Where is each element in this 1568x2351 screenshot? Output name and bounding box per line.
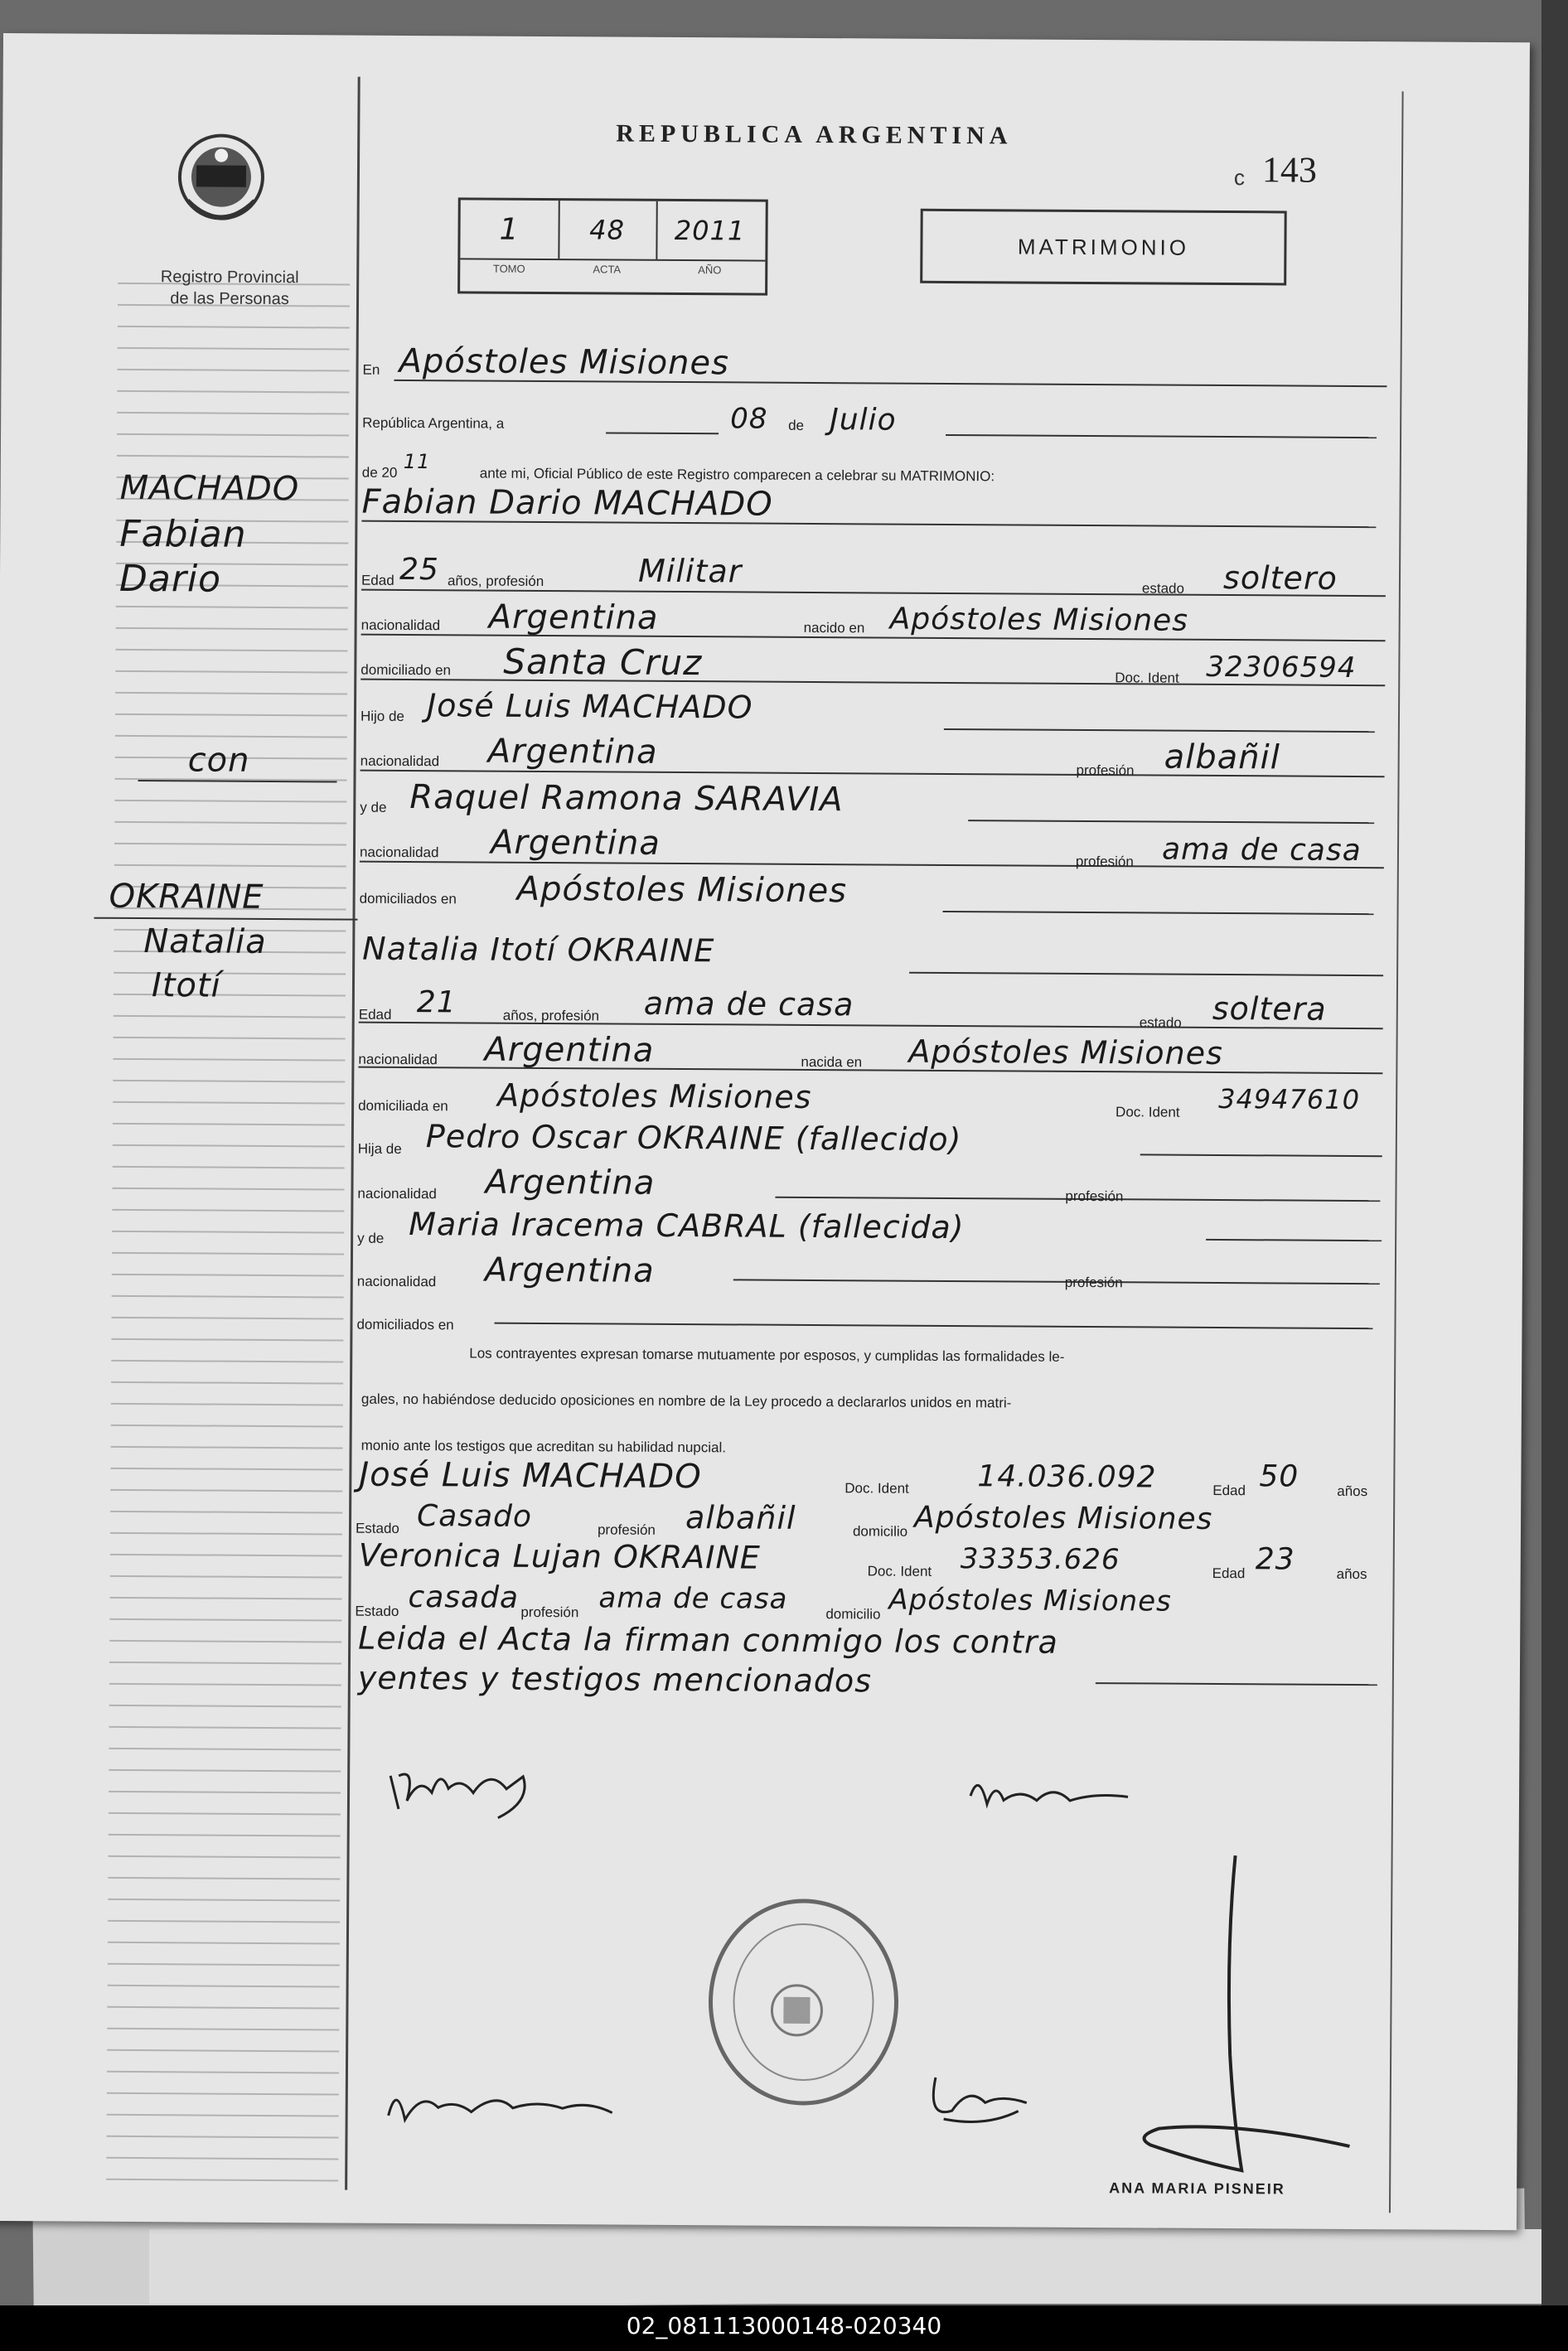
- margin-ruled-line: [109, 1791, 341, 1794]
- margin-ruled-line: [109, 1769, 341, 1773]
- margin-ruled-line: [110, 1489, 342, 1492]
- value-bride-mother: Maria Iracema CABRAL (fallecida): [409, 1206, 965, 1246]
- label-domiciliada-en: domiciliada en: [358, 1097, 448, 1115]
- margin-ruled-line: [110, 1532, 342, 1536]
- document-title: REPUBLICA ARGENTINA: [616, 119, 1013, 150]
- label-profesion-4: profesión: [1064, 1274, 1123, 1291]
- margin-ruled-line: [114, 800, 346, 803]
- value-w2-age: 23: [1255, 1542, 1295, 1577]
- margin-ruled-line: [115, 692, 347, 695]
- margin-ruled-line: [111, 1403, 343, 1406]
- value-closing-2: yentes y testigos mencionados: [357, 1659, 873, 1700]
- margin-divider: [345, 77, 361, 2190]
- label-y-de: y de: [360, 799, 387, 815]
- margin-ruled-line: [113, 1123, 345, 1126]
- label-edad-w2: Edad: [1212, 1565, 1246, 1582]
- footer-code: 02_081113000148-020340: [626, 2312, 942, 2339]
- line-month: [946, 434, 1377, 438]
- value-closing-1: Leida el Acta la firman conmigo los contra: [358, 1619, 1058, 1661]
- value-w2-name: Veronica Lujan OKRAINE: [358, 1536, 761, 1576]
- value-groom-profession: Militar: [637, 552, 743, 590]
- value-groom-nat: Argentina: [488, 597, 659, 637]
- value-groom-mother: Raquel Ramona SARAVIA: [409, 778, 844, 820]
- margin-ruled-line: [117, 433, 349, 437]
- value-bride-status: soltera: [1212, 989, 1327, 1028]
- value-place: Apóstoles Misiones: [399, 341, 730, 383]
- label-doc-ident: Doc. Ident: [1115, 670, 1179, 686]
- margin-ruled-line: [109, 1683, 341, 1686]
- margin-ruled-line: [109, 1748, 341, 1751]
- registry-line-1: Registro Provincial: [160, 268, 299, 288]
- scanner-edge: [1541, 0, 1568, 2351]
- official-name-stamp: ANA MARIA PISNEIR: [1109, 2179, 1285, 2198]
- line-hijo: [944, 728, 1375, 733]
- margin-ruled-line: [107, 2049, 339, 2053]
- witness2-signature-icon: [919, 2069, 1043, 2136]
- para-line-3: monio ante los testigos que acreditan su habilidad nupcial.: [361, 1437, 727, 1456]
- margin-ruled-line: [113, 1058, 345, 1062]
- label-ante: ante mi, Oficial Público de este Registro comparecen a celebrar su MATRIMONIO:: [479, 465, 995, 485]
- margin-ruled-line: [111, 1338, 343, 1342]
- margin-ruled-line: [114, 994, 346, 997]
- line-yde2: [1206, 1239, 1382, 1241]
- margin-ruled-line: [109, 1662, 341, 1665]
- margin-ruled-line: [106, 2136, 338, 2139]
- value-groom-mother-prof: ama de casa: [1161, 832, 1362, 868]
- label-hija-de: Hija de: [357, 1140, 402, 1157]
- margin-ruled-line: [107, 2092, 339, 2096]
- tomo-label: TOMO: [492, 262, 525, 275]
- value-bride-father: Pedro Oscar OKRAINE (fallecido): [425, 1118, 962, 1159]
- label-nacida-en: nacida en: [801, 1053, 863, 1071]
- margin-bride-name2: Itotí: [151, 966, 221, 1005]
- value-w1-dom: Apóstoles Misiones: [913, 1500, 1213, 1536]
- margin-ruled-lines: [3, 33, 1530, 42]
- label-estado-w1: Estado: [355, 1520, 399, 1536]
- line-nac6: [733, 1279, 1380, 1284]
- label-anos-w2: años: [1336, 1565, 1367, 1583]
- value-bride-age: 21: [416, 985, 457, 1020]
- label-anos-profesion-2: años, profesión: [502, 1007, 600, 1024]
- margin-ruled-line: [110, 1554, 342, 1557]
- margin-bride-surname: OKRAINE: [109, 877, 264, 917]
- value-bride-birthplace: Apóstoles Misiones: [908, 1033, 1223, 1072]
- label-hijo-de: Hijo de: [360, 708, 404, 724]
- label-doc-ident-4: Doc. Ident: [867, 1563, 932, 1579]
- value-bride-father-nat: Argentina: [485, 1163, 656, 1202]
- margin-ruled-line: [108, 1963, 340, 1966]
- margin-ruled-line: [113, 1144, 345, 1148]
- value-month: Julio: [830, 403, 897, 438]
- margin-ruled-line: [113, 1101, 345, 1105]
- margin-ruled-line: [117, 455, 349, 458]
- label-nacionalidad-3: nacionalidad: [359, 844, 439, 861]
- margin-bride-name1: Natalia: [143, 922, 267, 961]
- margin-ruled-line: [110, 1575, 342, 1579]
- label-profesion-2: profesión: [1075, 853, 1134, 870]
- label-edad-w1: Edad: [1212, 1482, 1246, 1499]
- line-bride: [909, 972, 1383, 976]
- margin-ruled-line: [108, 1985, 340, 1988]
- para-line-2: gales, no habiéndose deducido oposiciones en nombre de la Ley procedo a declararlos unidos en matri-: [361, 1391, 1012, 1411]
- value-groom-status: soltero: [1222, 559, 1338, 597]
- official-signature-icon: [1101, 1846, 1368, 2204]
- value-groom-mother-nat: Argentina: [490, 823, 661, 863]
- margin-ruled-line: [107, 2006, 339, 2010]
- label-domicilio-w1: domicilio: [852, 1523, 908, 1540]
- margin-ruled-line: [116, 606, 348, 609]
- value-groom-birthplace: Apóstoles Misiones: [889, 602, 1189, 638]
- margin-ruled-line: [111, 1446, 343, 1449]
- folio-prefix: c: [1233, 165, 1246, 191]
- margin-ruled-line: [114, 1037, 346, 1040]
- value-w2-status: casada: [408, 1580, 520, 1615]
- official-stamp-icon: [704, 1894, 904, 2110]
- label-republica: República Argentina, a: [362, 414, 505, 432]
- margin-ruled-line: [111, 1360, 343, 1363]
- value-bride-mother-nat: Argentina: [484, 1250, 655, 1290]
- value-w1-name: José Luis MACHADO: [359, 1455, 702, 1497]
- margin-ruled-line: [118, 326, 350, 329]
- margin-ruled-line: [114, 843, 346, 846]
- value-w1-age: 50: [1259, 1459, 1299, 1494]
- label-doc-ident-3: Doc. Ident: [844, 1480, 909, 1497]
- margin-ruled-line: [114, 821, 346, 825]
- margin-ruled-line: [108, 1942, 340, 1945]
- margin-ruled-line: [108, 1899, 340, 1902]
- value-day: 08: [730, 402, 768, 436]
- line-closing: [1096, 1682, 1377, 1686]
- margin-ruled-line: [110, 1511, 342, 1514]
- matrimonio-box: MATRIMONIO: [920, 209, 1287, 286]
- value-w1-prof: albañil: [685, 1499, 796, 1536]
- label-doc-ident-2: Doc. Ident: [1116, 1104, 1180, 1120]
- line-day-left: [606, 432, 719, 434]
- label-nacionalidad-4: nacionalidad: [358, 1051, 438, 1068]
- margin-ruled-line: [113, 1166, 345, 1169]
- label-profesion-w2: profesión: [520, 1604, 579, 1621]
- margin-ruled-line: [109, 1812, 341, 1816]
- label-de20: de 20: [361, 464, 398, 481]
- label-estado-w2: Estado: [355, 1603, 399, 1619]
- line-hija: [1140, 1154, 1382, 1157]
- provincial-seal-icon: [162, 125, 279, 242]
- margin-ruled-line: [109, 1834, 341, 1837]
- margin-ruled-line: [110, 1468, 342, 1471]
- margin-ruled-line: [114, 972, 346, 975]
- margin-groom-surname: MACHADO: [119, 468, 300, 509]
- margin-ruled-line: [115, 714, 347, 717]
- line-domiciliados: [494, 1323, 1372, 1329]
- tomo-value: 1: [460, 200, 559, 259]
- margin-ruled-line: [107, 2071, 339, 2074]
- label-y-de-2: y de: [357, 1230, 385, 1246]
- margin-ruled-line: [108, 1877, 340, 1880]
- margin-ruled-line: [112, 1295, 344, 1299]
- label-profesion-3: profesión: [1065, 1188, 1124, 1205]
- margin-ruled-line: [112, 1317, 344, 1320]
- label-nacionalidad-5: nacionalidad: [357, 1185, 437, 1202]
- margin-ruled-line: [117, 390, 349, 394]
- para-line-1: Los contrayentes expresan tomarse mutuamente por esposos, y cumplidas las formalidades le-: [469, 1345, 1065, 1365]
- value-groom-parents-dom: Apóstoles Misiones: [516, 869, 848, 911]
- margin-ruled-line: [112, 1252, 344, 1255]
- margin-ruled-line: [112, 1231, 344, 1234]
- registry-name: [118, 266, 341, 311]
- value-groom-full: Fabian Dario MACHADO: [361, 482, 773, 524]
- value-bride-nat: Argentina: [484, 1030, 655, 1070]
- margin-ruled-line: [115, 649, 347, 652]
- margin-groom-name1: Fabian: [119, 512, 247, 556]
- margin-ruled-line: [109, 1726, 341, 1729]
- label-domicilio-w2: domicilio: [825, 1606, 881, 1623]
- margin-ruled-line: [112, 1188, 344, 1191]
- value-groom-father-prof: albañil: [1164, 738, 1280, 777]
- value-groom-dom: Santa Cruz: [503, 641, 703, 684]
- margin-con-underline: [138, 780, 336, 782]
- label-de: de: [788, 417, 805, 433]
- margin-ruled-line: [117, 412, 349, 415]
- label-nacido-en: nacido en: [803, 619, 865, 636]
- value-bride-profession: ama de casa: [643, 984, 854, 1023]
- label-profesion-w1: profesión: [597, 1521, 656, 1538]
- margin-ruled-line: [109, 1597, 341, 1600]
- margin-ruled-line: [114, 864, 346, 868]
- margin-ruled-line: [116, 627, 348, 631]
- ano-value: 2011: [674, 214, 746, 247]
- margin-ruled-line: [118, 369, 350, 372]
- registry-line-2: de las Personas: [170, 289, 289, 309]
- bride-signature-icon: [962, 1763, 1153, 1821]
- margin-ruled-line: [115, 670, 347, 674]
- label-edad: Edad: [361, 572, 394, 588]
- margin-ruled-line: [109, 1618, 341, 1622]
- margin-ruled-line: [109, 1855, 341, 1859]
- witness1-signature-icon: [380, 2074, 629, 2134]
- margin-ruled-line: [109, 1640, 341, 1643]
- value-w2-doc: 33353.626: [960, 1542, 1120, 1577]
- value-groom-age: 25: [399, 552, 439, 588]
- acta-label: ACTA: [593, 263, 622, 276]
- margin-ruled-line: [114, 1015, 346, 1018]
- line-domic: [943, 911, 1374, 915]
- acta-value: 48: [558, 201, 657, 259]
- value-w1-status: Casado: [416, 1499, 533, 1534]
- groom-signature-icon: [382, 1743, 565, 1835]
- line-yde: [968, 820, 1374, 824]
- value-w2-dom: Apóstoles Misiones: [888, 1583, 1172, 1618]
- label-profesion: profesión: [1076, 762, 1135, 779]
- value-bride-dom: Apóstoles Misiones: [497, 1076, 812, 1115]
- value-groom-father-nat: Argentina: [487, 732, 658, 772]
- label-nacionalidad-2: nacionalidad: [360, 752, 440, 770]
- value-bride-doc: 34947610: [1218, 1082, 1361, 1116]
- margin-ruled-line: [109, 1705, 341, 1708]
- label-domiciliados-en-2: domiciliados en: [356, 1316, 454, 1333]
- value-year-suffix: 11: [403, 449, 431, 474]
- margin-ruled-line: [108, 1920, 340, 1923]
- margin-ruled-line: [107, 2028, 339, 2031]
- label-estado: estado: [1141, 580, 1185, 597]
- margin-ruled-line: [112, 1209, 344, 1212]
- margin-ruled-line: [112, 1274, 344, 1277]
- margin-ruled-line: [106, 2157, 338, 2160]
- label-nacionalidad-6: nacionalidad: [356, 1273, 437, 1290]
- folio-number: 143: [1261, 149, 1318, 191]
- value-w1-doc: 14.036.092: [977, 1459, 1157, 1495]
- underlying-sheet-edge: [149, 2229, 1541, 2304]
- value-groom-doc: 32306594: [1206, 650, 1357, 684]
- value-bride-full: Natalia Itotí OKRAINE: [362, 930, 715, 970]
- label-anos-profesion: años, profesión: [447, 573, 544, 589]
- margin-ruled-line: [115, 735, 347, 738]
- margin-ruled-line: [106, 2179, 338, 2182]
- margin-ruled-line: [107, 2114, 339, 2117]
- margin-ruled-line: [118, 347, 350, 351]
- label-domiciliados-en: domiciliados en: [359, 890, 457, 907]
- civil-registry-page: [0, 33, 1530, 2230]
- margin-ruled-line: [111, 1381, 343, 1385]
- ano-label: AÑO: [698, 264, 722, 277]
- label-domiciliado-en: domiciliado en: [361, 661, 452, 679]
- margin-con: con: [187, 741, 250, 780]
- margin-ruled-line: [113, 1080, 345, 1083]
- label-en: En: [362, 361, 380, 378]
- right-margin-rule: [1389, 91, 1404, 2213]
- label-anos-w1: años: [1337, 1483, 1368, 1500]
- label-nacionalidad: nacionalidad: [361, 617, 441, 634]
- margin-ruled-line: [111, 1425, 343, 1428]
- value-w2-prof: ama de casa: [598, 1581, 788, 1616]
- margin-bride-underline: [94, 917, 357, 921]
- label-estado-2: estado: [1139, 1014, 1182, 1031]
- value-groom-father: José Luis MACHADO: [426, 687, 753, 726]
- tomo-acta-ano-boxes: [457, 197, 768, 295]
- label-edad-2: Edad: [358, 1006, 392, 1023]
- margin-groom-name2: Dario: [119, 557, 222, 601]
